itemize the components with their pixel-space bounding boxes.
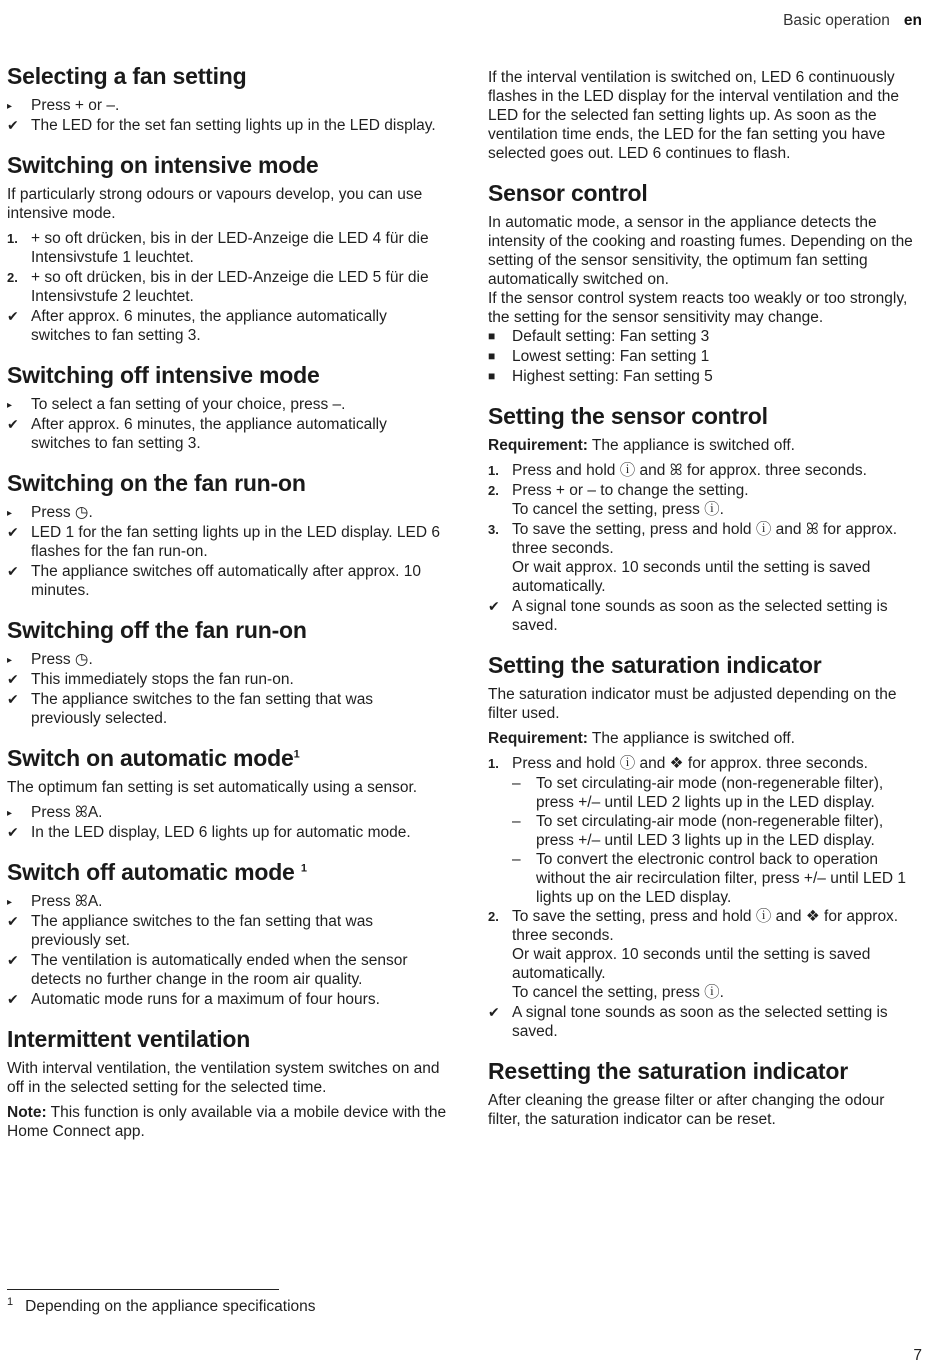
check-icon: ✔ xyxy=(7,524,19,540)
sub-text: To convert the electronic control back to operation without the air recirculation filter, press +/– until LED 1 lights up on the LED display. xyxy=(536,851,907,906)
square-bullet-icon: ■ xyxy=(488,329,496,343)
list-item-result xyxy=(7,990,447,1009)
step-text-wait: Or wait approx. 10 seconds until the setting is saved automatically. xyxy=(512,559,871,595)
header-section: Basic operation xyxy=(783,12,890,29)
heading-intermittent: Intermittent ventilation xyxy=(7,1026,251,1052)
saturation-requirement xyxy=(488,729,918,748)
arrow-right-icon: ▸ xyxy=(7,808,13,819)
list-item-result xyxy=(7,912,447,950)
sub-text: To set circulating-air mode (non-regenerable filter), press +/– until LED 3 lights up in the LED display. xyxy=(536,813,884,849)
runon-off-list xyxy=(7,650,447,728)
item-text: In the LED display, LED 6 lights up for automatic mode. xyxy=(31,824,411,841)
item-text: Press + or –. xyxy=(31,97,120,114)
heading-auto-off xyxy=(7,858,447,886)
footnote-mark: 1 xyxy=(7,1295,14,1308)
heading-fan-setting: Selecting a fan setting xyxy=(7,63,247,89)
check-icon: ✔ xyxy=(7,824,19,840)
list-item-result xyxy=(7,670,447,689)
sensor-set-result xyxy=(488,597,918,635)
footnote xyxy=(7,1297,316,1316)
sensor-set-requirement xyxy=(488,436,918,455)
intensive-on-list xyxy=(7,229,447,345)
item-text: Default setting: Fan setting 3 xyxy=(512,328,710,345)
interval-text: If the interval ventilation is switched on, LED 6 continuously flashes in the LED display for the interval ventilation and the LED for the selected fan setting lights up. As soon as the ventilation time ends, the LED for the fan setting you have selected goes out. LED 6 continues to flash. xyxy=(488,69,899,162)
list-item-result xyxy=(7,415,447,453)
saturation-sub-2: – To set circulating-air mode (non-regenerable filter), press +/– until LED 3 lights up in the LED display. xyxy=(512,813,884,849)
check-icon: ✔ xyxy=(7,671,19,687)
auto-on-title: Switch on automatic mode xyxy=(7,745,294,771)
list-item-action xyxy=(7,650,447,669)
list-item-result xyxy=(7,823,447,842)
intermittent-note xyxy=(7,1103,447,1141)
arrow-right-icon: ▸ xyxy=(7,897,13,908)
sub-text: To set circulating-air mode (non-regenerable filter), press +/– until LED 2 lights up in the LED display. xyxy=(536,775,884,811)
section-saturation-reset xyxy=(488,1057,918,1129)
item-text: After approx. 6 minutes, the appliance automatically switches to fan setting 3. xyxy=(31,416,387,452)
sensor-set-step-1: 1. Press and hold ⓘ and ꕤ for approx. three seconds. xyxy=(488,462,867,479)
section-fan-setting xyxy=(7,62,447,135)
result-text: A signal tone sounds as soon as the selected setting is saved. xyxy=(512,1004,888,1040)
list-item-action xyxy=(7,395,447,414)
square-bullet-icon: ■ xyxy=(488,349,496,363)
right-column xyxy=(488,62,918,1145)
item-text: + so oft drücken, bis in der LED-Anzeige die LED 4 für die Intensivstufe 1 leuchtet. xyxy=(31,230,429,266)
saturation-sub-3: – To convert the electronic control back to operation without the air recirculation filter, press +/– until LED 1 lights up on the LED display. xyxy=(512,851,907,906)
fan-setting-list xyxy=(7,96,447,135)
step-text: Press + or – to change the setting. xyxy=(512,482,749,499)
heading-sensor-set: Setting the sensor control xyxy=(488,403,768,429)
list-item-action xyxy=(7,892,447,911)
item-text: + so oft drücken, bis in der LED-Anzeige die LED 5 für die Intensivstufe 2 leuchtet. xyxy=(31,269,429,305)
step-text-cancel: To cancel the setting, press ⓘ. xyxy=(512,501,724,518)
req-label: Requirement: xyxy=(488,730,588,747)
list-item-step xyxy=(7,229,447,267)
check-icon: ✔ xyxy=(7,563,19,579)
heading-intensive-on: Switching on intensive mode xyxy=(7,152,319,178)
footnote-rule xyxy=(7,1289,279,1290)
sensor-set-step-3: 3. To save the setting, press and hold ⓘ and ꕤ for approx. three seconds. Or wait approx. 10 seconds until the setting is saved automatically. xyxy=(488,521,898,595)
saturation-intro: The saturation indicator must be adjusted depending on the filter used. xyxy=(488,686,897,722)
step-text: Press and hold ⓘ and ꕤ for approx. three seconds. xyxy=(512,462,867,479)
intermittent-intro: With interval ventilation, the ventilation system switches on and off in the selected setting for the selected time. xyxy=(7,1060,440,1096)
step-text: Press and hold ⓘ and ❖ for approx. three seconds. xyxy=(512,755,868,772)
page-number: 7 xyxy=(913,1347,922,1364)
item-text: The ventilation is automatically ended when the sensor detects no further change in the room air quality. xyxy=(31,952,408,988)
heading-sensor: Sensor control xyxy=(488,180,648,206)
list-item-result xyxy=(7,307,447,345)
runon-on-list xyxy=(7,503,447,600)
item-text: Press ◷. xyxy=(31,651,93,668)
item-text: LED 1 for the fan setting lights up in the LED display. LED 6 flashes for the fan run-on. xyxy=(31,524,440,560)
req-text: The appliance is switched off. xyxy=(587,730,795,747)
check-icon: ✔ xyxy=(7,952,19,968)
item-text: After approx. 6 minutes, the appliance automatically switches to fan setting 3. xyxy=(31,308,387,344)
heading-runon-off: Switching off the fan run-on xyxy=(7,617,307,643)
item-text: Press ꕤA. xyxy=(31,804,103,821)
left-column xyxy=(7,62,447,1157)
item-text: The appliance switches off automatically after approx. 10 minutes. xyxy=(31,563,422,599)
item-text: Press ◷. xyxy=(31,504,93,521)
check-icon: ✔ xyxy=(7,416,19,432)
req-text: The appliance is switched off. xyxy=(587,437,795,454)
heading-auto-on xyxy=(7,744,447,772)
item-text: The appliance switches to the fan setting that was previously selected. xyxy=(31,691,374,727)
intensive-on-intro: If particularly strong odours or vapours develop, you can use intensive mode. xyxy=(7,186,423,222)
sensor-p1: In automatic mode, a sensor in the appliance detects the intensity of the cooking and roasting fumes. Depending on the setting of the sensor sensitivity, the optimum fan setting automatically switched on. xyxy=(488,214,913,288)
section-sensor-set xyxy=(488,402,918,635)
item-text: To select a fan setting of your choice, press –. xyxy=(31,396,346,413)
step-text-wait: Or wait approx. 10 seconds until the setting is saved automatically. xyxy=(512,946,871,982)
saturation-step-1: 1. Press and hold ⓘ and ❖ for approx. three seconds. xyxy=(488,755,868,772)
check-icon: ✔ xyxy=(7,308,19,324)
section-intensive-on xyxy=(7,151,447,345)
heading-saturation-set: Setting the saturation indicator xyxy=(488,652,822,678)
item-text: Press ꕤA. xyxy=(31,893,103,910)
list-item-result xyxy=(7,523,447,561)
list-item-result xyxy=(7,690,447,728)
section-saturation-set xyxy=(488,651,918,1041)
arrow-right-icon: ▸ xyxy=(7,101,13,112)
item-text: Automatic mode runs for a maximum of four hours. xyxy=(31,991,380,1008)
list-item-action xyxy=(7,96,447,115)
step-number: 2. xyxy=(7,270,18,285)
section-auto-on xyxy=(7,744,447,842)
square-bullet-icon: ■ xyxy=(488,369,496,383)
saturation-step-2: 2. To save the setting, press and hold ⓘ and ❖ for approx. three seconds. Or wait approx. 10 seconds until the setting is saved automatically. To cancel the setting, press ⓘ. xyxy=(488,908,899,1001)
check-icon: ✔ xyxy=(488,1004,500,1020)
step-text-cancel: To cancel the setting, press ⓘ. xyxy=(512,984,724,1001)
footnote-ref: 1 xyxy=(293,748,300,761)
arrow-right-icon: ▸ xyxy=(7,655,13,666)
list-item-result xyxy=(7,951,447,989)
check-icon: ✔ xyxy=(488,598,500,614)
footnote-text: Depending on the appliance specifications xyxy=(25,1298,316,1315)
saturation-reset-text: After cleaning the grease filter or after changing the odour filter, the saturation indicator can be reset. xyxy=(488,1092,885,1128)
section-sensor xyxy=(488,179,918,386)
auto-on-list xyxy=(7,803,447,842)
note-text: This function is only available via a mobile device with the Home Connect app. xyxy=(7,1104,447,1140)
page-header xyxy=(783,11,922,30)
intensive-off-list xyxy=(7,395,447,453)
auto-off-title: Switch off automatic mode xyxy=(7,859,301,885)
item-text: Highest setting: Fan setting 5 xyxy=(512,368,713,385)
sensor-list xyxy=(488,327,918,386)
header-lang: en xyxy=(903,12,922,29)
list-item-bullet xyxy=(488,347,918,366)
auto-off-list xyxy=(7,892,447,1009)
heading-intensive-off: Switching off intensive mode xyxy=(7,362,320,388)
saturation-result xyxy=(488,1003,918,1041)
heading-runon-on: Switching on the fan run-on xyxy=(7,470,306,496)
sensor-p2: If the sensor control system reacts too weakly or too strongly, the setting for the sensor sensitivity may change. xyxy=(488,290,908,326)
list-item-bullet xyxy=(488,327,918,346)
section-intermittent xyxy=(7,1025,447,1141)
step-number: 1. xyxy=(7,231,18,246)
arrow-right-icon: ▸ xyxy=(7,508,13,519)
check-icon: ✔ xyxy=(7,691,19,707)
list-item-action xyxy=(7,503,447,522)
section-runon-on xyxy=(7,469,447,600)
footnote-ref: 1 xyxy=(300,862,307,875)
result-text: A signal tone sounds as soon as the selected setting is saved. xyxy=(512,598,888,634)
check-icon: ✔ xyxy=(7,913,19,929)
section-runon-off xyxy=(7,616,447,728)
list-item-result xyxy=(7,562,447,600)
item-text: The appliance switches to the fan setting that was previously set. xyxy=(31,913,374,949)
saturation-sub-1: – To set circulating-air mode (non-regenerable filter), press +/– until LED 2 lights up in the LED display. xyxy=(512,775,884,811)
list-item-step xyxy=(7,268,447,306)
sensor-set-step-2: 2. Press + or – to change the setting. To cancel the setting, press ⓘ. xyxy=(488,482,749,518)
section-interval-text xyxy=(488,68,918,163)
note-label: Note: xyxy=(7,1104,47,1121)
auto-on-intro: The optimum fan setting is set automatically using a sensor. xyxy=(7,779,418,796)
check-icon: ✔ xyxy=(7,117,19,133)
item-text: The LED for the set fan setting lights up in the LED display. xyxy=(31,117,436,134)
item-text: Lowest setting: Fan setting 1 xyxy=(512,348,710,365)
section-auto-off xyxy=(7,858,447,1009)
section-intensive-off xyxy=(7,361,447,453)
step-text: To save the setting, press and hold ⓘ and ❖ for approx. three seconds. xyxy=(512,908,899,944)
check-icon: ✔ xyxy=(7,991,19,1007)
req-label: Requirement: xyxy=(488,437,588,454)
heading-saturation-reset: Resetting the saturation indicator xyxy=(488,1058,848,1084)
list-item-bullet xyxy=(488,367,918,386)
arrow-right-icon: ▸ xyxy=(7,400,13,411)
list-item-result xyxy=(7,116,447,135)
step-text: To save the setting, press and hold ⓘ and ꕤ for approx. three seconds. xyxy=(512,521,898,557)
item-text: This immediately stops the fan run-on. xyxy=(31,671,294,688)
list-item-action xyxy=(7,803,447,822)
